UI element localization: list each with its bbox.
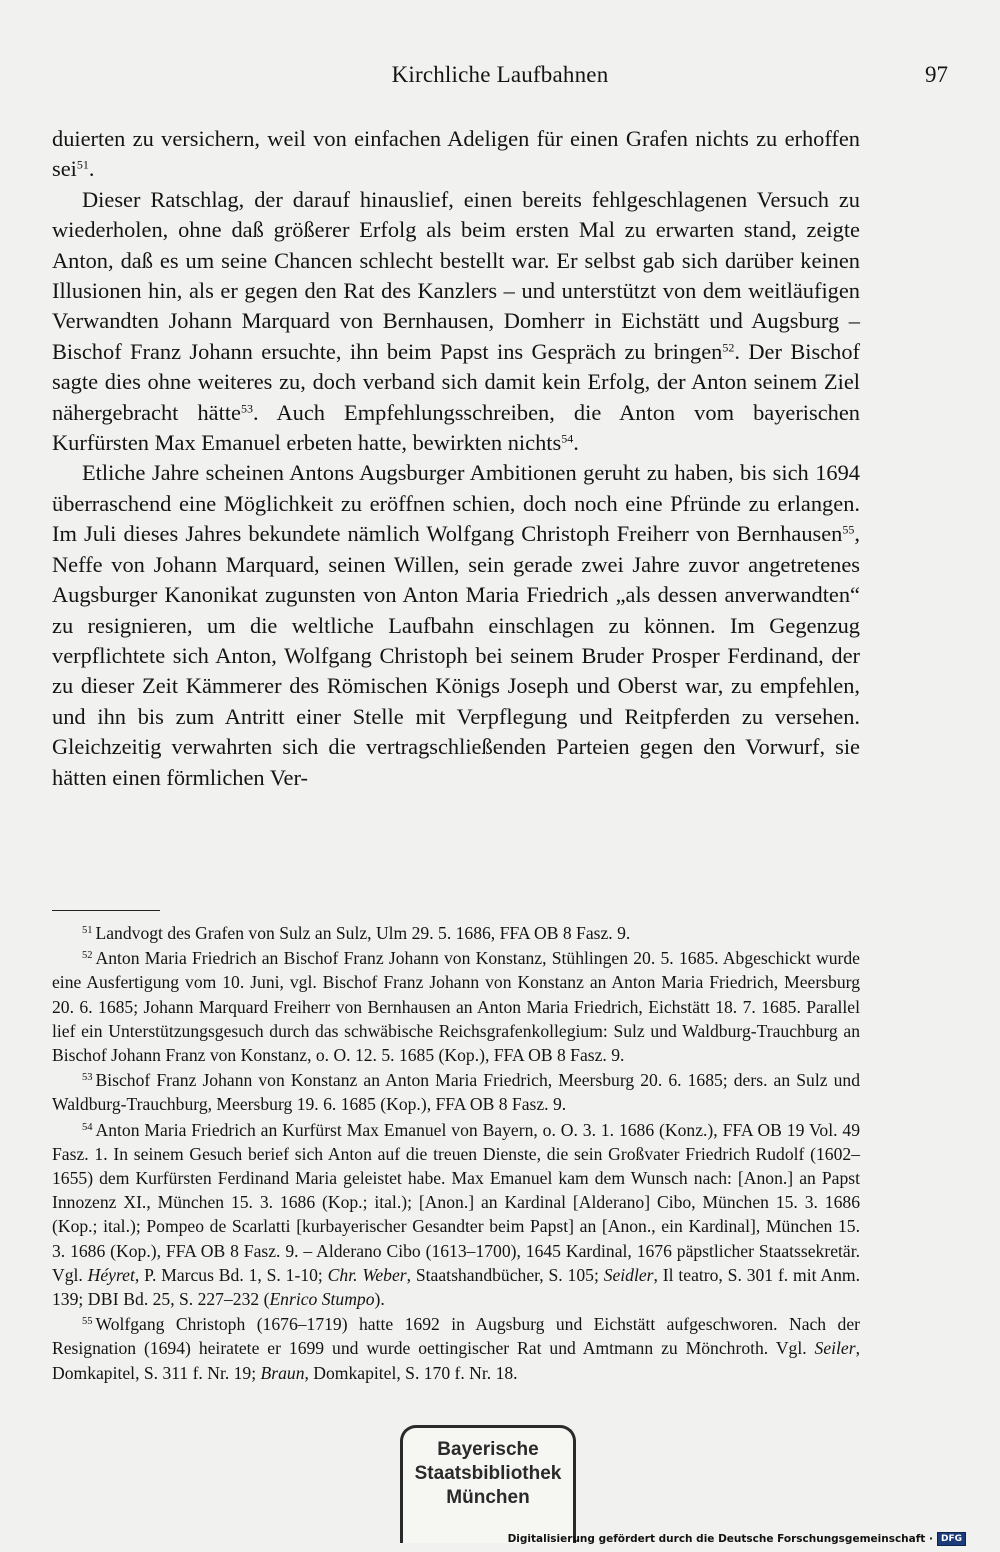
italic-author: Enrico Stumpo: [269, 1289, 375, 1310]
page-number: 97: [925, 62, 948, 87]
footnote-ref: 55: [842, 522, 855, 537]
running-header: [52, 62, 948, 96]
paragraph: [52, 124, 860, 185]
footnote-number: 54: [82, 1121, 93, 1133]
paragraph: [52, 185, 860, 459]
text-run: Anton Maria Friedrich an Bischof Franz Johann von Konstanz, Stühlingen 20. 5. 1685. Abgeschickt wurde eine Ausfertigung vom 10. Juni, vgl. Bischof Franz Johann von Konstanz an Anton Maria Friedrich, Meersburg 20. 6. 1685; Johann Marquard Freiherr von Bernhausen an Anton Maria Friedrich, Eichstätt 18. 7. 1685. Parallel lief ein Unterstützungsgesuch durch das schwäbische Reichsgrafenkollegium: Sulz und Waldburg-Trauchburg an Bischof Johann Franz von Konstanz, o. O. 12. 5. 1685 (Kop.), FFA OB 8 Fasz. 9.: [52, 948, 860, 1066]
text-run: Wolfgang Christoph (1676–1719) hatte 1692 in Augsburg und Eichstätt aufgeschworen. Nach der Resignation (1694) heiratete er 1699 und wurde oettingischer Rat und Amtmann zu Mönchroth. Vgl.: [52, 1314, 860, 1359]
italic-author: Héyret: [87, 1264, 135, 1285]
stamp-line: Bayerische: [437, 1439, 539, 1460]
footnote-number: 52: [82, 950, 93, 962]
dfg-logo: DFG: [937, 1532, 966, 1546]
footnote-ref: 53: [241, 401, 253, 416]
text-run: duierten zu versichern, weil von einfachen Adeligen für einen Grafen nichts zu erhoffen sei: [52, 126, 860, 182]
footnote: [52, 1068, 860, 1116]
footnote: [52, 1118, 860, 1312]
text-run: Dieser Ratschlag, der darauf hinauslief, einen bereits fehlgeschlagenen Versuch zu wiederholen, ohne daß größerer Erfolg als beim ersten Mal zu erwarten stand, zeigte Anton, daß es um seine Chancen schlecht bestellt war. Er selbst gab sich darüber keinen Illusionen hin, als er gegen den Rat des Kanzlers – und unterstützt von dem weitläufigen Verwandten Johann Marquard von Bernhausen, Domherr in Eichstätt und Augsburg – Bischof Franz Johann ersuchte, ihn beim Papst ins Gespräch zu bringen: [52, 186, 860, 364]
small-caps-abbrev: DBI: [87, 1289, 119, 1310]
footnote-number: 53: [82, 1072, 93, 1084]
stamp-line: Staatsbibliothek: [414, 1463, 562, 1484]
main-text: [52, 124, 860, 793]
italic-author: Seidler: [603, 1264, 654, 1285]
credit-text: Digitalisierung gefördert durch die Deutsche Forschungsgemeinschaft ·: [507, 1533, 933, 1545]
text-run: , Domkapitel, S. 311 f. Nr. 19;: [52, 1338, 860, 1383]
text-run: .: [573, 430, 579, 456]
footnote-ref: 52: [722, 340, 735, 355]
text-run: Anton Maria Friedrich an Kurfürst Max Emanuel von Bayern, o. O. 3. 1. 1686 (Konz.), FFA OB 19 Vol. 49 Fasz. 1. In seinem Gesuch berief sich Anton auf die treuen Dienste, die sein Großvater Friedrich Rudolf (1602–1655) dem Kurfürsten Ferdinand Maria geleistet habe. Max Emanuel kam dem Wunsch nach: [Anon.] an Papst Innozenz XI., München 15. 3. 1686 (Kop.; ital.); [Anon.] an Kardinal [Alderano] Cibo, München 15. 3. 1686 (Kop.; ital.); Pompeo de Scarlatti [kurbayerischer Gesandter beim Papst] an [Anon., ein Kardinal], München 15. 3. 1686 (Kop.), FFA OB 8 Fasz. 9. – Alderano Cibo (1613–1700), 1645 Kardinal, 1676 päpstlicher Staatssekretär. Vgl.: [52, 1119, 860, 1285]
text-run: , Il teatro, S. 301 f. mit Anm. 139;: [52, 1264, 860, 1310]
footnote: [52, 921, 860, 945]
text-run: .: [88, 156, 95, 182]
italic-author: Chr. Weber: [327, 1264, 407, 1285]
text-run: , Staatshandbücher, S. 105;: [406, 1264, 604, 1285]
paragraph: [52, 458, 860, 792]
text-run: Bischof Franz Johann von Konstanz an Anton Maria Friedrich, Meersburg 20. 6. 1685; ders. an Sulz und Waldburg-Trauchburg, Meersburg 19. 6. 1685 (Kop.), FFA OB 8 Fasz. 9.: [52, 1070, 860, 1115]
text-run: Bd. 25, S. 227–232 (: [118, 1289, 270, 1310]
text-run: , Neffe von Johann Marquard, seinen Willen, sein gerade zwei Jahre zuvor angetretenes Augsburger Kanonikat zugunsten von Anton Maria Friedrich „als dessen anverwandten“ zu resignieren, um die weltliche Laufbahn einschlagen zu können. Im Gegenzug verpflichtete sich Anton, Wolfgang Christoph bei seinem Bruder Prosper Ferdinand, der zu dieser Zeit Kämmerer des Römischen Königs Joseph und Oberst war, zu empfehlen, und ihn bis zum Antritt einer Stelle mit Verpflegung und Reitpferden zu versehen. Gleichzeitig verwahrten sich die vertragschließenden Parteien gegen den Vorwurf, sie hätten einen förmlichen Ver-: [52, 521, 860, 790]
footnote-separator: [52, 910, 160, 911]
footnote: [52, 1312, 860, 1385]
stamp-line: München: [446, 1487, 530, 1508]
footnote-number: 55: [82, 1316, 93, 1328]
italic-author: Braun: [260, 1362, 305, 1383]
text-run: , Domkapitel, S. 170 f. Nr. 18.: [304, 1362, 518, 1383]
italic-author: Seiler: [814, 1338, 856, 1359]
footnote: [52, 946, 860, 1067]
text-run: Landvogt des Grafen von Sulz an Sulz, Ulm 29. 5. 1686, FFA OB 8 Fasz. 9.: [95, 923, 631, 943]
text-run: . Auch Empfehlungsschreiben, die Anton vom bayerischen Kurfürsten Max Emanuel erbeten hatte, bewirkten nichts: [52, 399, 860, 456]
footnote-number: 51: [82, 925, 93, 937]
text-run: Etliche Jahre scheinen Antons Augsburger Ambitionen geruht zu haben, bis sich 1694 überraschend eine Möglichkeit zu eröffnen schien, doch noch eine Pfründe zu erlangen. Im Juli dieses Jahres bekundete nämlich Wolfgang Christoph Freiherr von Bernhausen: [52, 460, 860, 547]
library-stamp: [400, 1425, 576, 1543]
footnotes: [52, 921, 860, 1386]
digitization-credit: [508, 1532, 966, 1546]
running-title: Kirchliche Laufbahnen: [391, 62, 609, 87]
footnote-ref: 54: [561, 431, 574, 446]
footnote-ref: 51: [76, 157, 89, 172]
text-run: , P. Marcus Bd. 1, S. 1-10;: [134, 1264, 328, 1285]
text-run: ).: [374, 1289, 385, 1310]
text-run: . Der Bischof sagte dies ohne weiteres zu, doch verband sich damit kein Erfolg, der Anton seinem Ziel nähergebracht hätte: [52, 338, 861, 425]
